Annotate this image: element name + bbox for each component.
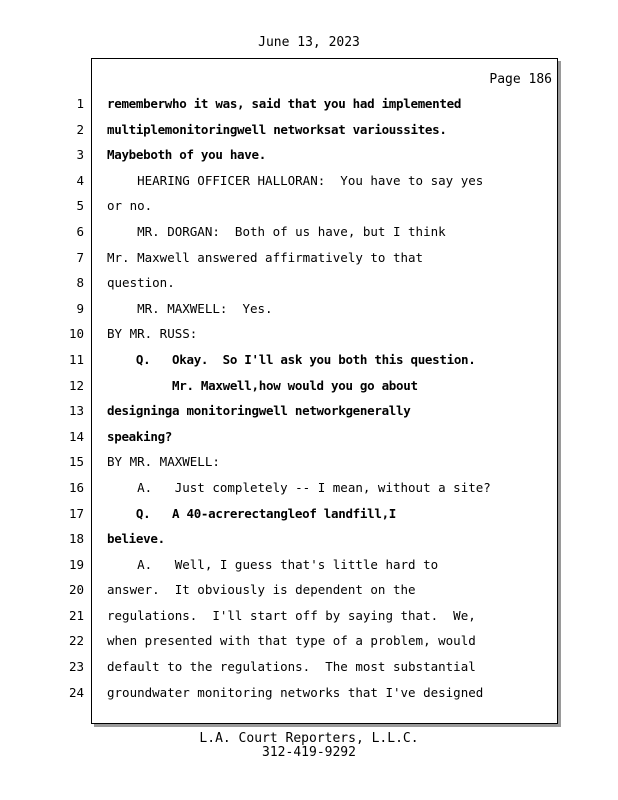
page-number: Page 186	[489, 72, 552, 87]
transcript-line: default to the regulations. The most substantial	[107, 659, 476, 675]
transcript-line: multiplemonitoringwell networksat varioussites.	[107, 121, 447, 137]
transcript-line: Mr. Maxwell,how would you go about	[107, 377, 418, 393]
footer	[0, 732, 618, 760]
line-number: 24	[68, 684, 84, 700]
transcript-line: MR. MAXWELL: Yes.	[107, 300, 273, 316]
transcript-line: groundwater monitoring networks that I've designed	[107, 684, 484, 700]
transcript-text-column	[107, 91, 552, 705]
transcript-line: BY MR. MAXWELL:	[107, 454, 220, 470]
line-number: 12	[68, 377, 84, 393]
transcript-line: when presented with that type of a problem, would	[107, 633, 476, 649]
transcript-line: rememberwho it was, said that you had implemented	[107, 96, 462, 111]
line-number: 9	[76, 300, 84, 316]
line-number: 15	[68, 454, 84, 470]
transcript-line: Mr. Maxwell answered affirmatively to that	[107, 249, 424, 265]
transcript-line: designinga monitoringwell networkgenerally	[107, 403, 411, 419]
line-number: 22	[68, 633, 84, 649]
line-number: 2	[76, 121, 84, 137]
line-number: 3	[76, 147, 84, 163]
transcript-line: regulations. I'll start off by saying that. We,	[107, 607, 476, 623]
transcript-line: believe.	[107, 531, 165, 547]
line-number: 7	[76, 249, 84, 265]
transcript-line: question.	[107, 275, 175, 291]
line-number: 19	[68, 556, 84, 572]
transcript-line: HEARING OFFICER HALLORAN: You have to say yes	[107, 172, 484, 188]
line-number: 11	[68, 351, 84, 367]
line-number: 10	[68, 326, 84, 342]
footer-company: L.A. Court Reporters, L.L.C.	[199, 731, 419, 746]
line-number: 1	[76, 96, 84, 111]
footer-phone: 312-419-9292	[262, 745, 356, 760]
line-number: 23	[68, 659, 84, 675]
line-number: 4	[76, 172, 84, 188]
transcript-line: answer. It obviously is dependent on the	[107, 582, 416, 598]
line-number: 13	[68, 403, 84, 419]
transcript-line: A. Just completely -- I mean, without a site?	[107, 479, 491, 495]
line-number-column	[0, 91, 84, 705]
line-number: 8	[76, 275, 84, 291]
line-number: 14	[68, 428, 84, 444]
transcript-line: BY MR. RUSS:	[107, 326, 198, 342]
transcript-line: or no.	[107, 198, 153, 214]
line-number: 5	[76, 198, 84, 214]
transcript-line: speaking?	[107, 428, 173, 444]
line-number: 17	[68, 505, 84, 521]
transcript-line: Q. A 40-acrerectangleof landfill,I	[107, 505, 397, 521]
line-number: 18	[68, 531, 84, 547]
transcript-line: Q. Okay. So I'll ask you both this question.	[107, 351, 476, 367]
transcript-line: A. Well, I guess that's little hard to	[107, 556, 439, 572]
transcript-date: June 13, 2023	[258, 35, 360, 50]
transcript-line: Maybeboth of you have.	[107, 147, 266, 163]
line-number: 16	[68, 479, 84, 495]
line-number: 6	[76, 223, 84, 239]
line-number: 21	[68, 607, 84, 623]
transcript-line: MR. DORGAN: Both of us have, but I think	[107, 223, 446, 239]
line-number: 20	[68, 582, 84, 598]
